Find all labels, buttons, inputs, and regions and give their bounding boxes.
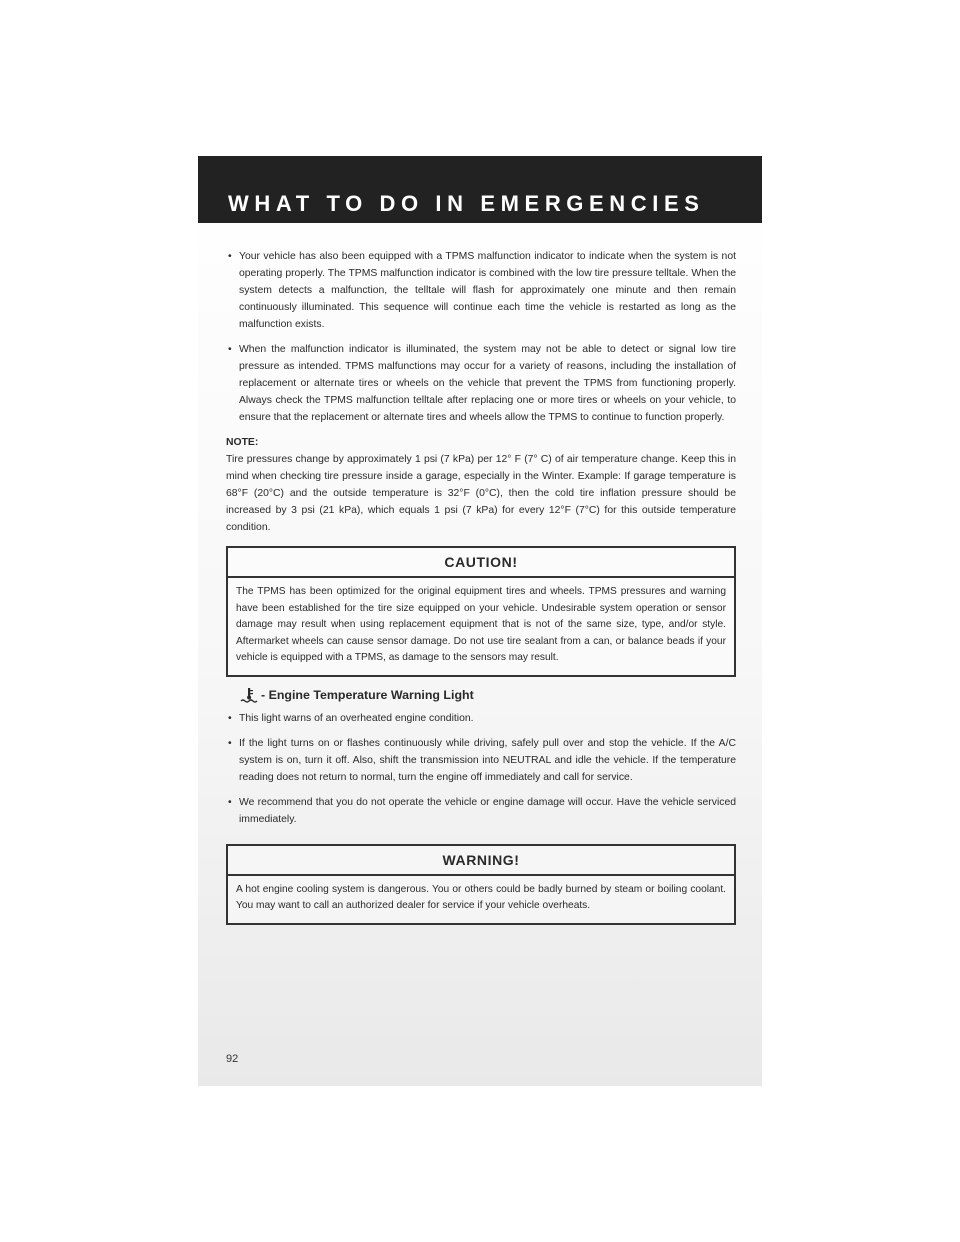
list-item: • When the malfunction indicator is illuminated, the system may not be able to detect or signal low tire pressure as intended. TPMS malfunctions may occur for a variety of reasons, including the installation of replacement or alternate tires or wheels on the vehicle that prevent the TPMS from functioning properly. Always check the TPMS malfunction telltale after replacing one or more tires or wheels on your vehicle, to ensure that the replacement or alternate tires and wheels allow the TPMS to continue to function properly. (228, 344, 736, 423)
warning-box (226, 844, 736, 925)
caution-box (226, 546, 736, 677)
bullet-text: We recommend that you do not operate the vehicle or engine damage will occur. Have the vehicle serviced immediately. (239, 796, 736, 825)
section-title: WHAT TO DO IN EMERGENCIES (228, 191, 705, 216)
warning-text: A hot engine cooling system is dangerous. You or others could be badly burned by steam or boiling coolant. You may want to call an authorized dealer for service if your vehicle overheats. (236, 883, 726, 911)
caution-text: The TPMS has been optimized for the original equipment tires and wheels. TPMS pressures and warning have been established for the tire size equipped on your vehicle. Undesirable system operation or sensor damage may result when using replacement equipment that is not of the same size, type, and/or style. Aftermarket wheels can cause sensor damage. Do not use tire sealant from a can, or balance beads if your vehicle is equipped with a TPMS, as damage to the sensors may result. (236, 586, 726, 663)
engine-temperature-icon (240, 687, 258, 703)
list-item: • If the light turns on or flashes continuously while driving, safely pull over and stop the vehicle. If the A/C system is on, turn it off. Also, shift the transmission into NEUTRAL and idle the vehicle. If the temperature reading does not return to normal, turn the engine off immediately and call for service. (228, 737, 736, 783)
page-content (226, 248, 736, 933)
bullet-text: This light warns of an overheated engine condition. (239, 712, 474, 724)
bullet-text: When the malfunction indicator is illuminated, the system may not be able to detect or signal low tire pressure as intended. TPMS malfunctions may occur for a variety of reasons, including the installation of replacement or alternate tires or wheels on the vehicle that prevent the TPMS from functioning properly. Always check the TPMS malfunction telltale after replacing one or more tires or wheels on your vehicle, to ensure that the replacement or alternate tires and wheels allow the TPMS to continue to function properly. (239, 344, 736, 423)
page-number: 92 (226, 1053, 239, 1065)
section-header (198, 156, 762, 223)
note-label: NOTE: (226, 437, 259, 448)
manual-page (198, 156, 762, 1086)
bullet-text: If the light turns on or flashes continuously while driving, safely pull over and stop the vehicle. If the A/C system is on, turn it off. Also, shift the transmission into NEUTRAL and idle the vehicle. If the temperature reading does not return to normal, turn the engine off immediately and call for service. (239, 737, 736, 783)
engine-temperature-heading (240, 687, 736, 704)
bullet-text: Your vehicle has also been equipped with a TPMS malfunction indicator to indicate when the system is not operating properly. The TPMS malfunction indicator is combined with the low tire pressure telltale. When the system detects a malfunction, the telltale will flash for approximately one minute and then remain continuously illuminated. This sequence will continue each time the vehicle is restarted as long as the malfunction exists. (239, 251, 736, 330)
list-item: • Your vehicle has also been equipped with a TPMS malfunction indicator to indicate when the system is not operating properly. The TPMS malfunction indicator is combined with the low tire pressure telltale. When the system detects a malfunction, the telltale will flash for approximately one minute and then remain continuously illuminated. This sequence will continue each time the vehicle is restarted as long as the malfunction exists. (228, 251, 736, 330)
list-item: • We recommend that you do not operate the vehicle or engine damage will occur. Have the vehicle serviced immediately. (228, 796, 736, 825)
warning-title: WARNING! (228, 846, 734, 876)
caution-title: CAUTION! (228, 548, 734, 578)
list-item: • This light warns of an overheated engine condition. (228, 712, 474, 724)
note-text: Tire pressures change by approximately 1 psi (7 kPa) per 12° F (7° C) of air temperature change. Keep this in mind when checking tire pressure inside a garage, especially in the Winter. Example: If garage temperature is 68°F (20°C) and the outside temperature is 32°F (0°C), then the cold tire inflation pressure should be increased by 3 psi (21 kPa), which equals 1 psi (7 kPa) for every 12°F (7°C) for this outside temperature condition. (226, 454, 736, 533)
engine-temperature-title: - Engine Temperature Warning Light (261, 687, 474, 702)
